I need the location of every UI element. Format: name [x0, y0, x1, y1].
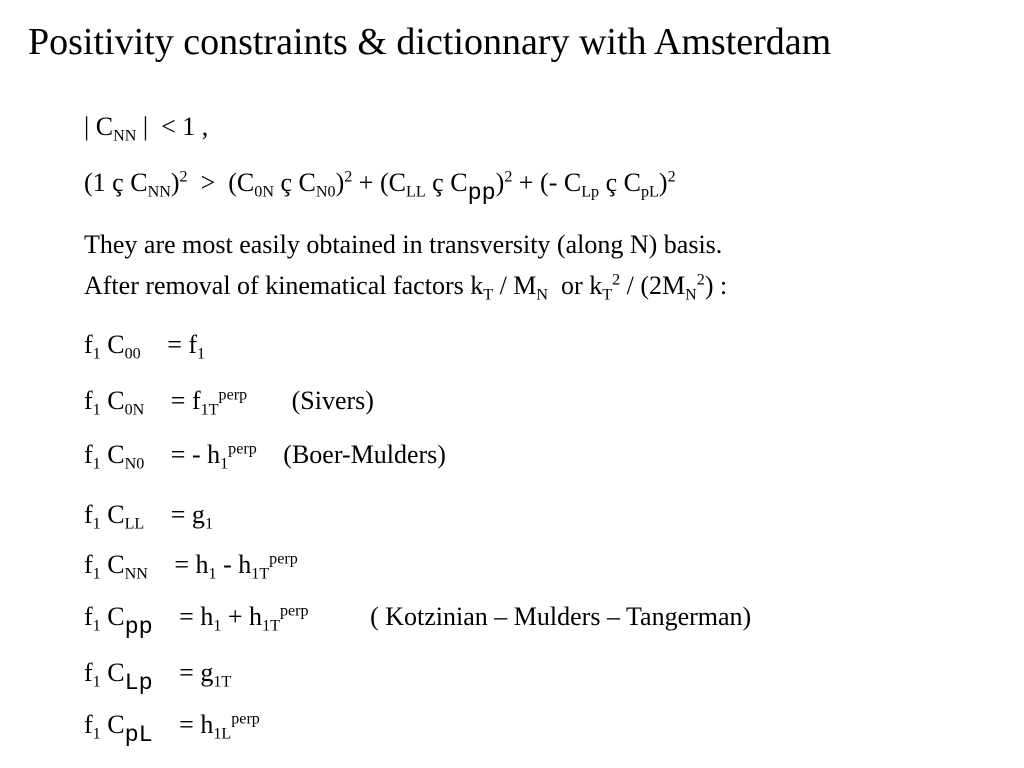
dict-row-NN: $f_1$ $C_{NN} = h_1 - h_{1T}^{perp}$: [84, 550, 298, 583]
text-line-2: After removal of kinematical factors $k_T / M_N$ or $k_T^2 / (2M_N^2)$ :: [84, 271, 728, 304]
dict-row-0N: $f_1$ $C_{0N} = f_{1T}^{perp}$ (Sivers): [84, 386, 374, 419]
dict-row-pp: $f_1$ $C_{pp} = h_1 + h_{1T}^{perp}$ ( Kotzinian – Mulders – Tangerman): [84, 602, 752, 642]
dict-row-pL: $f_1$ $C_{pL} = h_{1L}^{perp}$: [84, 710, 260, 750]
dict-row-LL: $f_1$ $C_{LL} = g_1$: [84, 500, 213, 533]
dict-row-Lp: $f_1$ $C_{Lp} = g_{1T}$: [84, 658, 232, 698]
dict-row-N0: $f_1$ $C_{N0}$ = - $h_1^{perp}$ (Boer-Mulders): [84, 440, 446, 473]
dict-row-00: $f_1$ $C_{00} = f_1$: [84, 330, 206, 363]
slide-title: Positivity constraints & dictionnary with Amsterdam: [28, 21, 832, 63]
text-line-1: They are most easily obtained in transversity (along N) basis.: [84, 230, 723, 259]
constraint-2: (1 ç $C_{NN})^2 > (C_{0N}$ ç $C_{N0})^2 + (C_{LL}$ ç $C_{pp})^2$ + (- $C_{Lp}$ ç $C_{pL})^2$: [84, 168, 676, 208]
constraint-1: | $C_{NN}$ | < 1 ,: [84, 112, 209, 145]
